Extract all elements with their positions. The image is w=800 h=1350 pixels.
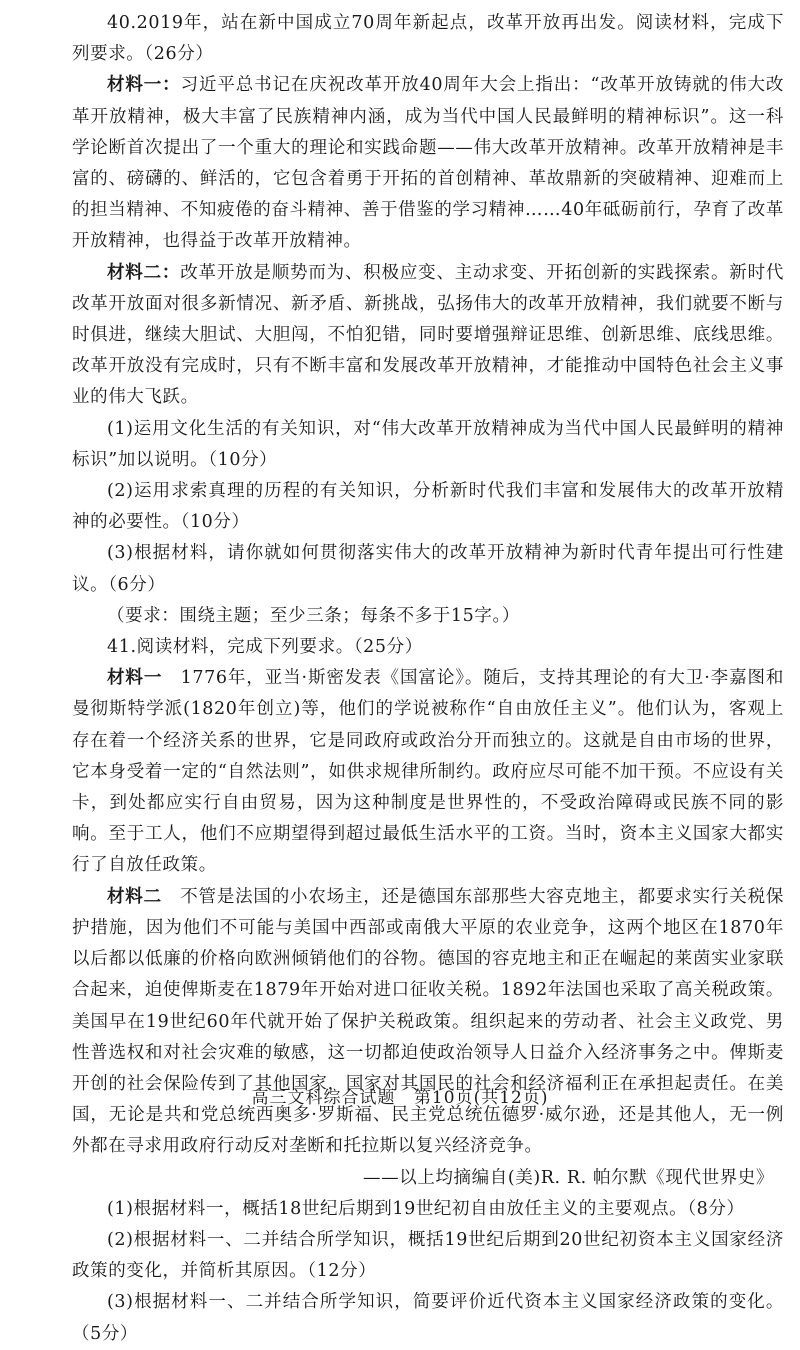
q40-stem: 40.2019年，站在新中国成立70周年新起点，改革开放再出发。阅读材料，完成下列要求。（26分）	[72, 13, 784, 65]
q41-material-1-text: 1776年，亚当·斯密发表《国富论》。随后，支持其理论的有大卫·李嘉图和曼彻斯特学派(1820年创立)等，他们的学说被称作“自由放任主义”。他们认为，客观上存在着一个经济关系的世界，它是同政府或政治分开而独立的。这就是自由市场的世界，它本身受着一定的“自然法则”，如供求规律所制约。政府应尽可能不加干预。不应设有关卡，到处都应实行自由贸易，因为这种制度是世界性的，不受政治障碍或民族不同的影响。至于工人，他们不应期望得到超过最低生活水平的工资。当时，资本主义国家大都实行了自放任政策。	[72, 668, 784, 876]
q40-material-2-label: 材料二：	[107, 262, 181, 283]
q40-material-2	[72, 258, 784, 414]
q41-sub-question-1: (1)根据材料一，概括18世纪后期到19世纪初自由放任主义的主要观点。（8分）	[107, 1198, 745, 1219]
q40-sub-question-2: (2)运用求索真理的历程的有关知识，分析新时代我们丰富和发展伟大的改革开放精神的必要性。（10分）	[72, 481, 784, 533]
q40-material-1-text: 习近平总书记在庆祝改革开放40周年大会上指出：“改革开放铸就的伟大改革开放精神，极大丰富了民族精神内涵，成为当代中国人民最鲜明的精神标识”。这一科学论断首次提出了一个重大的理论和实践命题——伟大改革开放精神。改革开放精神是丰富的、磅礴的、鲜活的，它包含着勇于开拓的首创精神、革故鼎新的突破精神、迎难而上的担当精神、不知疲倦的奋斗精神、善于借鉴的学习精神……40年砥砺前行，孕育了改革开放精神，也得益于改革开放精神。	[72, 75, 784, 252]
q41-material-2-text: 不管是法国的小农场主，还是德国东部那些大容克地主，都要求实行关税保护措施，因为他们不可能与美国中西部或南俄大平原的农业竞争，这两个地区在1870年以后都以低廉的价格向欧洲倾销他们的谷物。德国的容克地主和正在崛起的莱茵实业家联合起来，迫使俾斯麦在1879年开始对进口征收关税。1892年法国也采取了高关税政策。美国早在19世纪60年代就开始了保护关税政策。组织起来的劳动者、社会主义政党、男性普选权和对社会灾难的敏感，这一切都迫使政治领导人日益介入经济事务之中。俾斯麦开创的社会保险传到了其他国家，国家对其国民的社会和经济福利正在承担起责任。在美国，无论是共和党总统西奥多·罗斯福、民主党总统伍德罗·威尔逊，还是其他人，无一例外都在寻求用政府行动反对垄断和托拉斯以复兴经济竞争。	[72, 886, 784, 1157]
footer-exam-title: 高三文科综合试题	[251, 1088, 396, 1108]
q40-material-2-text: 改革开放是顺势而为、积极应变、主动求变、开拓创新的实践探索。新时代改革开放面对很多新情况、新矛盾、新挑战，弘扬伟大的改革开放精神，我们就要不断与时俱进，继续大胆试、大胆闯，不怕犯错，同时要增强辩证思维、创新思维、底线思维。改革开放没有完成时，只有不断丰富和发展改革开放精神，才能推动中国特色社会主义事业的伟大飞跃。	[72, 262, 784, 408]
q41-material-1-label: 材料一	[107, 668, 163, 689]
q41-material-2-label: 材料二	[107, 886, 162, 907]
exam-page	[72, 8, 784, 1350]
q40-material-1-label: 材料一：	[107, 75, 181, 96]
q40-sub-question-1: (1)运用文化生活的有关知识，对“伟大改革开放精神成为当代中国人民最鲜明的精神标识”加以说明。（10分）	[72, 418, 784, 470]
q41-material-2	[72, 882, 784, 1163]
q40-sub-question-3: (3)根据材料，请你就如何贯彻落实伟大的改革开放精神为新时代青年提出可行性建议。（6分）	[72, 543, 784, 595]
page-footer	[0, 1083, 800, 1108]
footer-page-number: 第10页(共12页)	[413, 1088, 549, 1108]
q41-sub-question-2: (2)根据材料一、二并结合所学知识，概括19世纪后期到20世纪初资本主义国家经济政策的变化，并简析其原因。（12分）	[72, 1229, 784, 1282]
q41-material-1	[72, 663, 784, 881]
q41-stem: 41.阅读材料，完成下列要求。（25分）	[107, 637, 423, 658]
q41-source-citation: ——以上均摘编自(美)R. R. 帕尔默《现代世界史》	[363, 1167, 774, 1188]
q40-requirement: （要求：围绕主题；至少三条；每条不多于15字。）	[107, 605, 520, 626]
q40-material-1	[72, 70, 784, 257]
q41-sub-question-3: (3)根据材料一、二并结合所学知识，简要评价近代资本主义国家经济政策的变化。（5分）	[72, 1292, 784, 1344]
